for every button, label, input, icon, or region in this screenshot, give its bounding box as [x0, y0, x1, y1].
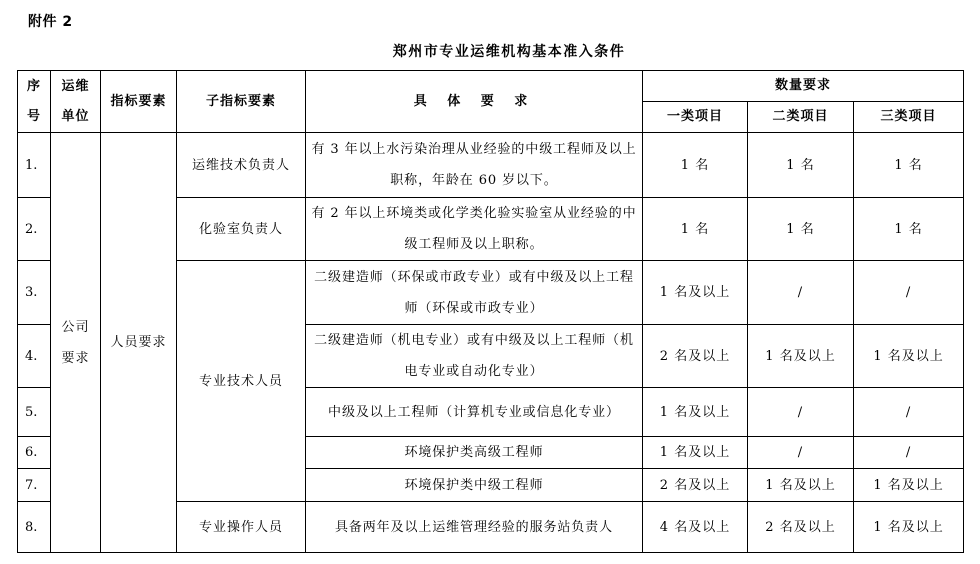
row-seq: 6. [18, 437, 51, 469]
requirement-line: 职称，年龄在 60 岁以下。 [390, 173, 558, 188]
requirement-line: 师（环保或市政专业） [404, 300, 544, 316]
class-2-quantity: / [748, 388, 854, 437]
header-indicator: 指标要素 [101, 71, 177, 133]
sub-indicator-cell: 专业操作人员 [177, 502, 306, 553]
requirement-line: 电专业或自动化专业） [404, 364, 544, 379]
requirement-cell [306, 325, 643, 388]
class-3-quantity: / [854, 437, 964, 469]
row-seq: 8. [18, 502, 51, 553]
class-2-quantity: 1 名及以上 [748, 469, 854, 502]
unit-cell [51, 133, 101, 553]
document-title: 郑州市专业运维机构基本准入条件 [392, 44, 626, 60]
header-seq-line: 序 [26, 78, 41, 94]
class-1-quantity: 1 名 [643, 198, 748, 261]
class-3-quantity: 1 名及以上 [854, 502, 964, 553]
class-1-quantity: 1 名 [643, 133, 748, 198]
header-class-1: 一类项目 [643, 102, 748, 133]
class-1-quantity: 1 名及以上 [643, 437, 748, 469]
table-body [18, 133, 964, 553]
header-seq-line: 号 [26, 108, 41, 124]
table-header [18, 71, 964, 133]
row-seq: 2. [18, 198, 51, 261]
class-1-quantity: 2 名及以上 [643, 469, 748, 502]
requirement-line: 级工程师及以上职称。 [404, 237, 544, 252]
requirement-line: 有 3 年以上水污染治理从业经验的中级工程师及以上 [311, 142, 637, 157]
class-3-quantity: 1 名 [854, 198, 964, 261]
sub-indicator-cell: 专业技术人员 [177, 261, 306, 502]
class-2-quantity: / [748, 261, 854, 325]
class-3-quantity: 1 名 [854, 133, 964, 198]
class-2-quantity: 1 名 [748, 198, 854, 261]
row-seq: 1. [18, 133, 51, 198]
requirement-line: 二级建造师（机电专业）或有中级及以上工程师（机 [314, 333, 634, 348]
sub-indicator-cell: 化验室负责人 [177, 198, 306, 261]
indicator-cell: 人员要求 [101, 133, 177, 553]
attachment-label: 附件 2 [28, 14, 73, 30]
requirement-line: 中级及以上工程师（计算机专业或信息化专业） [328, 404, 620, 420]
requirement-cell [306, 502, 643, 553]
class-1-quantity: 1 名及以上 [643, 388, 748, 437]
header-unit [51, 71, 101, 133]
requirement-cell [306, 261, 643, 325]
row-seq: 7. [18, 469, 51, 502]
header-quantity: 数量要求 [643, 71, 964, 102]
class-3-quantity: 1 名及以上 [854, 469, 964, 502]
class-2-quantity: 2 名及以上 [748, 502, 854, 553]
requirement-cell [306, 133, 643, 198]
row-seq: 5. [18, 388, 51, 437]
header-unit-line: 单位 [61, 108, 90, 124]
header-seq [18, 71, 51, 133]
class-3-quantity: / [854, 388, 964, 437]
header-class-3: 三类项目 [854, 102, 964, 133]
requirement-line: 具备两年及以上运维管理经验的服务站负责人 [334, 519, 613, 535]
class-3-quantity: / [854, 261, 964, 325]
unit-line: 要求 [61, 350, 90, 366]
row-seq: 4. [18, 325, 51, 388]
class-2-quantity: 1 名 [748, 133, 854, 198]
requirement-cell [306, 388, 643, 437]
unit-line: 公司 [61, 319, 90, 335]
requirement-line: 有 2 年以上环境类或化学类化验实验室从业经验的中 [311, 206, 637, 221]
class-2-quantity: 1 名及以上 [748, 325, 854, 388]
requirement-line: 环境保护类高级工程师 [404, 445, 544, 460]
header-unit-line: 运维 [61, 78, 90, 94]
requirement-cell [306, 198, 643, 261]
class-3-quantity: 1 名及以上 [854, 325, 964, 388]
class-1-quantity: 2 名及以上 [643, 325, 748, 388]
header-requirement: 具 体 要 求 [306, 71, 643, 133]
class-2-quantity: / [748, 437, 854, 469]
requirement-line: 二级建造师（环保或市政专业）或有中级及以上工程 [314, 269, 634, 285]
requirements-table [17, 70, 964, 553]
requirement-cell [306, 437, 643, 469]
requirement-cell [306, 469, 643, 502]
class-1-quantity: 4 名及以上 [643, 502, 748, 553]
class-1-quantity: 1 名及以上 [643, 261, 748, 325]
table-row [18, 133, 964, 198]
requirement-line: 环境保护类中级工程师 [404, 477, 544, 493]
sub-indicator-cell: 运维技术负责人 [177, 133, 306, 198]
header-class-2: 二类项目 [748, 102, 854, 133]
row-seq: 3. [18, 261, 51, 325]
header-sub-indicator: 子指标要素 [177, 71, 306, 133]
header-row [18, 71, 964, 102]
